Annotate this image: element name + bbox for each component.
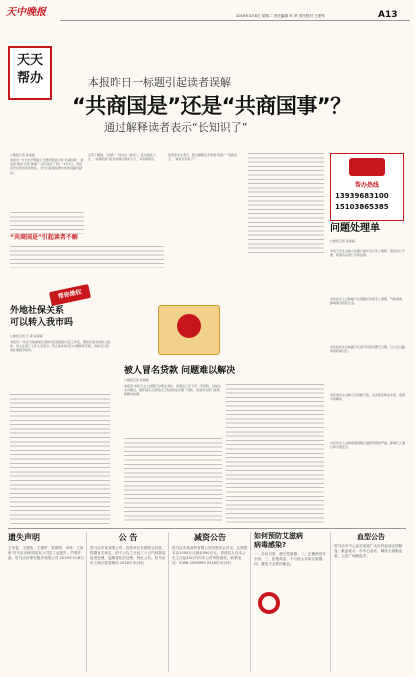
hotline-phone-1: 13939683100	[335, 192, 389, 200]
sidebar-item: 市民赵先生反映路口红绿灯时间设置不合理，行人过马路等待时间过长。	[330, 345, 406, 354]
bottom-notice-4	[254, 532, 328, 672]
left-article-text-lines	[10, 212, 84, 234]
bottom-notice-5-body: 驻马店市中心血站欢迎广大市民参加无偿献血。献血地点：市中心血站、解放大道献血屋、人民广场献血车。	[334, 544, 403, 558]
column-label-line2: 帮办	[16, 71, 43, 86]
sidebar-item: 市民吴女士反映街道两侧占道经营现象严重，影响行人通行和交通安全。	[330, 441, 406, 450]
center-seal	[158, 305, 220, 355]
left-article-p3: 读者李先生表示，经过解释后才知道“国是”一词的含义，“真是长知识了”。	[168, 153, 238, 162]
article3-text-lines	[226, 384, 324, 524]
page-number: A13	[378, 10, 398, 20]
bottom-notice-3-body: 驻马店市某商贸有限公司经股东会决议，注册资本由1000万元减至500万元。请债权人自本公告之日起45日内向本公司申报债权。联系电话：0396-2906999 2016年3月8日	[172, 546, 248, 565]
hotline-logo-band	[349, 158, 385, 176]
bottom-notice-5	[334, 532, 408, 672]
bottom-notice-2-title: 公 告	[118, 533, 138, 542]
bottom-notice-4-body: 一、洁身自爱，遵守性道德；二、正确使用安全套；三、拒绝毒品，不与他人共用注射器；四、避免不必要的输血。	[254, 552, 326, 566]
bottom-notice-3	[172, 532, 248, 672]
bottom-rule	[8, 528, 406, 529]
bottom-notice-1	[8, 532, 84, 672]
bottom-notice-2-body: 驻马店市某有限公司：因你单位长期停止经营，根据有关规定，请于公告之日起三十日内到我局接受处理，逾期将依法处理。特此公告。驻马店市工商行政管理局 2016年3月8日	[90, 546, 166, 565]
left-article-text-lines	[10, 246, 164, 268]
bottom-divider	[168, 532, 169, 672]
sidebar-byline: □晚报记者 孙丽娟	[330, 239, 355, 243]
masthead-logo: 天中晚报	[6, 7, 46, 18]
column-label-line1: 天天	[16, 53, 43, 68]
article2-title: 外地社保关系 可以转入我市吗	[10, 306, 74, 328]
red-ribbon-icon	[258, 592, 280, 614]
bottom-notice-1-body: 王争春、王德伟、王德军、张保锋、李炜、王世豪 驻马店市保安服务公司员工证遗失，声明作废。驻马店市保安服务有限公司 2016年3月8日	[8, 546, 84, 560]
article2-text-lines	[10, 394, 110, 524]
article2-byline: □晚报记者 王 敏 孙丽娟	[10, 334, 43, 338]
headline-sub: 通过解释读者表示“长知识了”	[104, 121, 248, 134]
bottom-divider	[330, 532, 331, 672]
sidebar-title: 问题处理单	[330, 223, 380, 234]
left-article-text-lines	[248, 153, 324, 253]
article3-body: 本报讯 市民王女士到银行办理业务时，发现自己名下有一笔贷款，但她从未办理过。她怀疑有人冒用自己的身份证办理了贷款，希望有关部门能帮助解决此事。	[124, 384, 221, 397]
bottom-divider	[86, 532, 87, 672]
article3-text-lines	[124, 438, 222, 524]
masthead	[0, 0, 415, 66]
article3-byline: □晚报记者 孙丽娟	[124, 378, 149, 382]
hotline-box	[330, 153, 404, 221]
bottom-notice-2	[90, 532, 166, 672]
column-label	[8, 46, 52, 100]
article2-body: 本报讯 一些在外地参加社保的市民回到驻马店工作后，想把社保关系转入我市。市人社部门工作人员表示，符合条件的可以办理转移手续，具体可以咨询社保经办机构。	[10, 340, 110, 353]
left-article-byline: □晚报记者 孙丽娟	[10, 153, 35, 157]
sidebar	[330, 222, 406, 522]
bottom-notice-4-title: 如何预防艾滋病 病毒感染?	[254, 532, 303, 549]
sidebar-item: 市民周先生反映小区供暖不热，多次联系物业未果，希望尽快解决。	[330, 393, 406, 402]
headline-main: “共商国是”还是“共商国事”？	[72, 94, 351, 118]
bottom-notice-3-title: 减资公告	[194, 533, 226, 542]
headline-kicker: 本报昨日一标题引起读者误解	[88, 76, 231, 89]
masthead-rule	[60, 20, 410, 21]
stamp: 帮你维权	[49, 284, 91, 306]
hotline-label: 帮办热线	[354, 182, 379, 189]
left-article-section-head: “共商国是”引起读者不解	[10, 234, 78, 241]
bottom-notice-5-title: 血型公告	[357, 533, 385, 541]
sidebar-item: 市民王先生反映小区路灯损坏多日无人维修，夜间出行不便，希望有关部门尽快处理。	[330, 249, 406, 258]
left-article-p2: 记者了解到，“国是”一词出自《新序》，意为国家大计，“共商国是”指共同商讨国家大计，并非错别字。	[88, 153, 158, 162]
bottom-notice-1-title: 遗失声明	[8, 533, 40, 542]
article3-title: 被人冒名贷款 问题难以解决	[124, 366, 236, 376]
left-article-p1: 本报讯 “今天的平舆版上刊登的题目中有‘共商国是’，到底是‘国是’还是‘国事’？是写错字了吗？”3月7日，市民李先生致电本报热线，对当日版面标题中的用词提出疑问。	[10, 158, 84, 175]
hotline-phone-2: 15103865385	[335, 203, 389, 211]
bottom-divider	[250, 532, 251, 672]
date-line: 2016年3月8日 星期二 责任编辑 肖 昂 责任校对 王建军	[236, 14, 325, 18]
sidebar-item: 市民孙女士反映楼下垃圾箱长时间无人清理，气味难闻，影响周边居民生活。	[330, 297, 406, 306]
